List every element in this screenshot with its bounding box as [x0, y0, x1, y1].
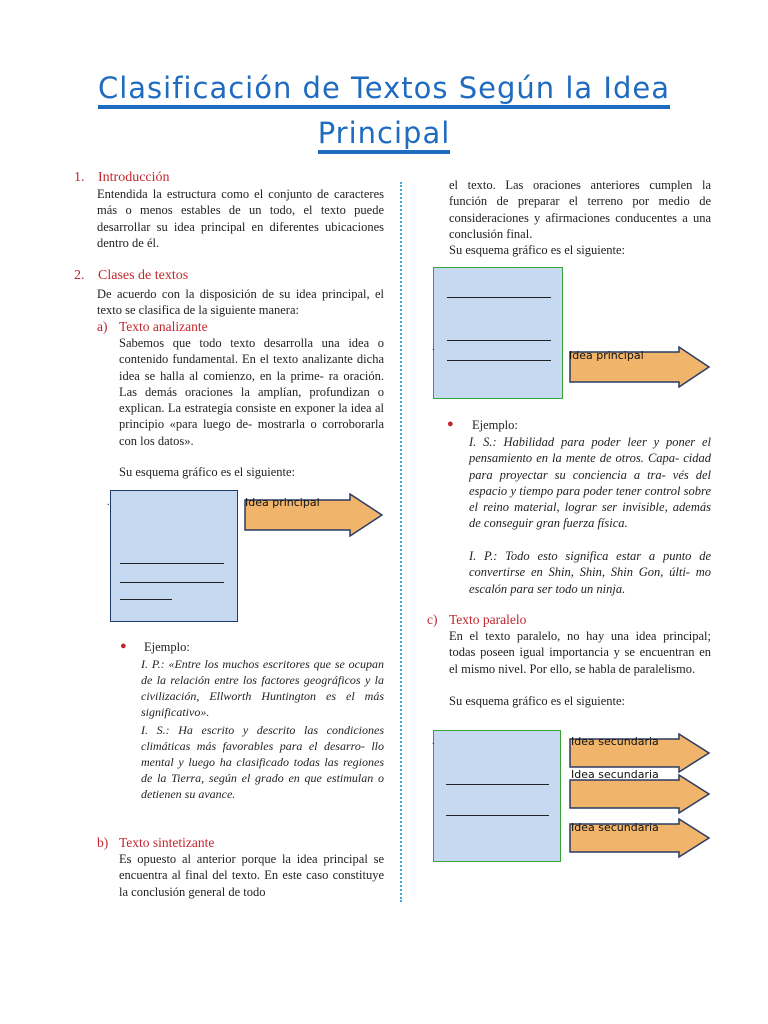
sintetizante-heading [97, 835, 214, 851]
page-title [40, 66, 728, 156]
paralelo-arrow-label-1: Idea secundaria [571, 735, 659, 748]
paralelo-letter: c) [427, 612, 438, 627]
title-line-2: Principal [318, 116, 451, 154]
sintetizante-arrow-label: Idea principal [569, 349, 644, 362]
intro-heading-text: Introducción [98, 170, 170, 185]
intro-text: Entendida la estructura como el conjunto de caracteres más o menos estables de un todo, el texto puede desarrollar su idea principal en diferentes ubicaciones dentro de él. [97, 187, 384, 250]
intro-number: 1. [74, 170, 85, 185]
intro-heading [74, 170, 170, 186]
schema-tick: . [107, 497, 110, 508]
title-line-1: Clasificación de Textos Según la Idea [98, 71, 670, 109]
sintetizante-example-ip: I. P.: Todo esto significa estar a punto de convertirse en Shin, Shin, Shin Gon, últi- mo escalón para ser todo un ninja. [469, 549, 711, 596]
analizante-heading [97, 319, 208, 335]
schema-line [446, 784, 549, 785]
paralelo-schema-box [433, 730, 561, 862]
analizante-text: Sabemos que todo texto desarrolla una idea o contenido fundamental. En el texto analizante dicha idea se halla al comienzo, en la prime- ra oración. Las demás oraciones la amplían, profundizan o explican. La estrategia consiste en exponer la idea al principio «para luego de- mostrarla o corroborarla con los datos». [119, 336, 384, 448]
analizante-letter: a) [97, 319, 108, 334]
analizante-example-is: I. S.: Ha escrito y descrito las condiciones climáticas más favorables para el desarro- llo mental y luego ha clasificado todas las regiones de la Tierra, según el grado en que estimulan o detienen su avance. [141, 723, 384, 801]
schema-tick: . [432, 736, 435, 747]
paralelo-text: En el texto paralelo, no hay una idea principal; todas poseen igual importancia y se encuentran en el mismo nivel. Por ello, se habla de paralelismo. [449, 629, 711, 676]
schema-tick: . [432, 342, 435, 353]
clases-heading [74, 268, 188, 284]
column-divider [400, 182, 402, 902]
paralelo-arrow-label-3: Idea secundaria [571, 821, 659, 834]
sintetizante-schema-label: Su esquema gráfico es el siguiente: [449, 243, 625, 257]
analizante-schema-label: Su esquema gráfico es el siguiente: [119, 465, 295, 479]
paralelo-heading [427, 612, 526, 628]
sintetizante-schema-box [433, 267, 563, 399]
bullet-icon: ● [447, 418, 454, 430]
bullet-icon: ● [120, 640, 127, 652]
sintetizante-letter: b) [97, 835, 109, 850]
sintetizante-example-label: Ejemplo: [472, 418, 518, 432]
clases-heading-text: Clases de textos [98, 268, 189, 283]
clases-text: De acuerdo con la disposición de su idea principal, el texto se clasifica de la siguiente manera: [97, 287, 384, 318]
schema-line [447, 340, 551, 341]
schema-line [120, 563, 224, 564]
analizante-heading-text: Texto analizante [119, 319, 208, 334]
analizante-schema-box [110, 490, 238, 622]
sintetizante-text: Es opuesto al anterior porque la idea principal se encuentra al final del texto. En este caso constituye la conclusión general de todo [119, 852, 384, 899]
schema-line [447, 360, 551, 361]
paralelo-schema-label: Su esquema gráfico es el siguiente: [449, 694, 625, 708]
analizante-arrow-label: Idea principal [245, 496, 320, 509]
paralelo-arrow-label-2: Idea secundaria [571, 768, 659, 781]
paralelo-heading-text: Texto paralelo [449, 612, 527, 627]
schema-line [120, 599, 172, 600]
sintetizante-example-is: I. S.: Habilidad para poder leer y poner el pensamiento en la mente de otros. Capa- cidad para proyectar su conciencia a tra- vés del espacio y tiempo para poder tener control sobre el reino material, lograr ser invisible, además de conseguir gran fuerza física. [469, 435, 711, 531]
analizante-example-ip: I. P.: «Entre los muchos escritores que se ocupan de la relación entre los factores geográficos y la civilización, Ellworth Huntington es el más significativo». [141, 657, 384, 719]
schema-line [446, 815, 549, 816]
schema-line [120, 582, 224, 583]
sintetizante-heading-text: Texto sintetizante [119, 835, 215, 850]
clases-number: 2. [74, 268, 85, 283]
sintetizante-continuation: el texto. Las oraciones anteriores cumplen la función de preparar el terreno por medio de consideraciones y afirmaciones conducentes a una conclusión final. [449, 178, 711, 241]
schema-line [447, 297, 551, 298]
analizante-example-label: Ejemplo: [144, 640, 190, 654]
